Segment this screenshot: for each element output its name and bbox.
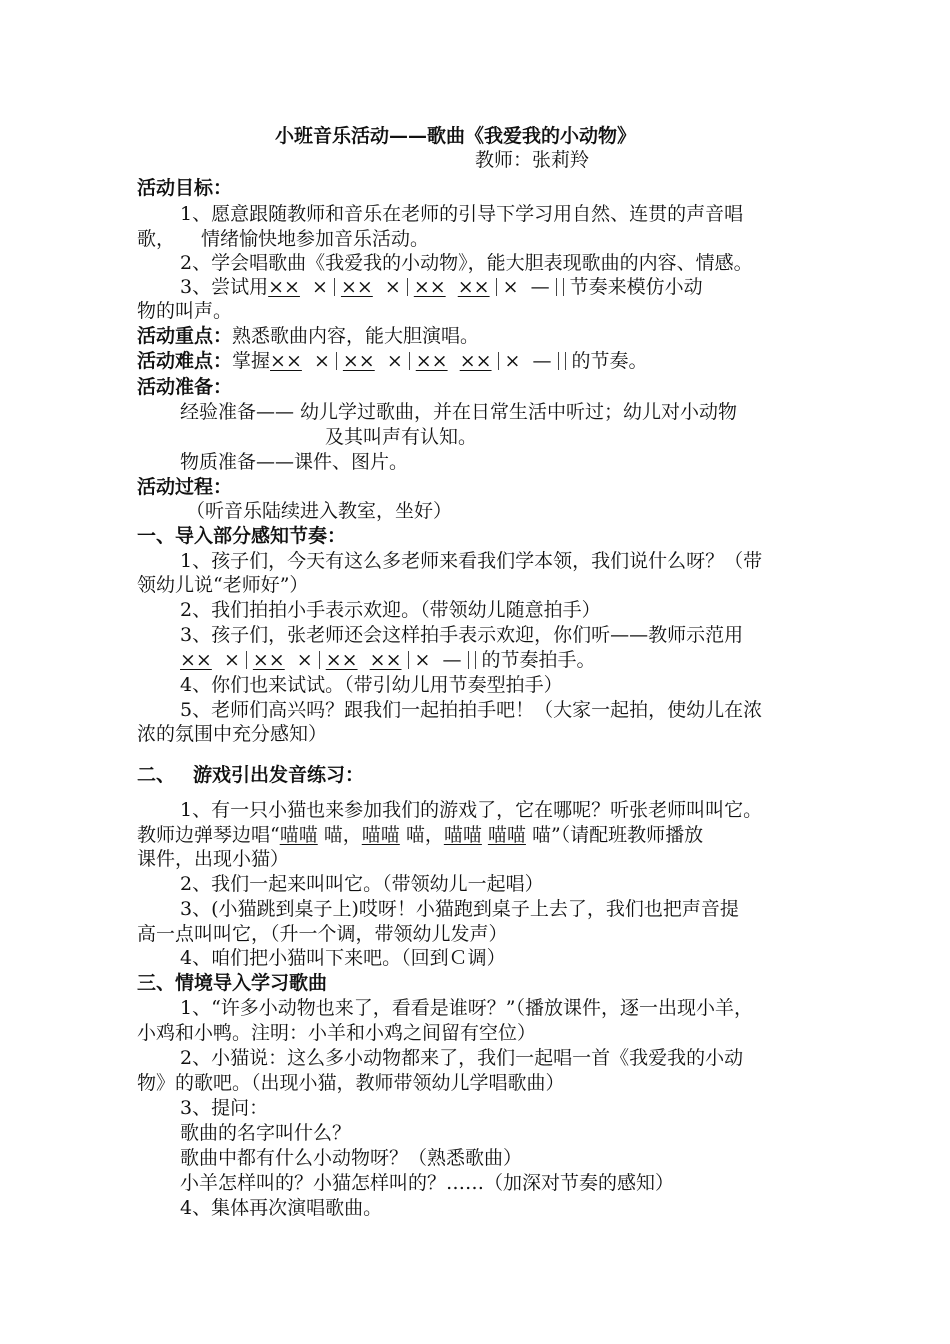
goal-3-prefix: 3、尝试用 — [180, 276, 269, 298]
rhythm-pair: ×× — [340, 276, 373, 298]
goal-1-line-1: 1、愿意跟随教师和音乐在老师的引导下学习用自然、连贯的声音唱 — [180, 203, 744, 225]
bar-line — [498, 352, 499, 370]
goals-heading: 活动目标： — [137, 177, 233, 199]
goal-2: 2、学会唱歌曲《我爱我的小动物》，能大胆表现歌曲的内容、情感。 — [180, 252, 753, 274]
prep-heading: 活动准备： — [137, 376, 233, 398]
part-3-step-1: 1、“许多小动物也来了，看看是谁呀？”（播放课件，逐一出现小羊， — [180, 997, 754, 1019]
part-3-step-3: 3、提问： — [180, 1097, 269, 1119]
part-2-step-1-end: 课件，出现小猫） — [137, 848, 290, 870]
part-1-step-3-suffix: 的节奏拍手。 — [481, 649, 596, 671]
rhythm-notation — [268, 275, 570, 299]
rhythm-pair: ×× — [459, 350, 492, 372]
doc-title: 小班音乐活动——歌曲《我爱我的小动物》 — [275, 125, 637, 147]
part-3-step-4: 4、集体再次演唱歌曲。 — [180, 1197, 383, 1219]
part-1-step-5-cont: 浓的氛围中充分感知） — [137, 723, 328, 745]
part-2-step-3-cont: 高一点叫叫它，（升一个调，带领幼儿发声） — [137, 923, 508, 945]
difficulty-post: 的节奏。 — [571, 350, 648, 372]
bar-line — [246, 651, 247, 669]
bar-line — [407, 278, 408, 296]
part-1-step-1: 1、孩子们，今天有这么多老师来看我们学本领，我们说什么呀？（带 — [180, 550, 763, 572]
meow-outro: 喵”（请配班教师播放 — [525, 824, 704, 846]
rhythm-pair: ×× — [457, 276, 490, 298]
rhythm-single: × — [296, 649, 313, 671]
part-2-step-1-cont — [137, 823, 703, 847]
rhythm-dash: — — [442, 649, 462, 671]
meow-single: 喵， — [399, 824, 444, 846]
bar-line — [558, 352, 559, 370]
part-1-step-2: 2、我们拍拍小手表示欢迎。（带领幼儿随意拍手） — [180, 599, 601, 621]
meow-pair: 喵喵 — [443, 824, 482, 846]
meow-pair: 喵喵 — [487, 824, 526, 846]
meow-pair: 喵喵 — [361, 824, 400, 846]
rhythm-single: × — [502, 276, 519, 298]
part-1-step-5: 5、老师们高兴吗？跟我们一起拍拍手吧！（大家一起拍，使幼儿在浓 — [180, 699, 763, 721]
difficulty-label: 活动难点： — [137, 350, 233, 372]
rhythm-single: × — [384, 276, 401, 298]
key-point — [137, 324, 479, 348]
rhythm-pair: ×× — [369, 649, 402, 671]
part-3-heading: 三、情境导入学习歌曲 — [137, 972, 328, 994]
bar-line — [468, 651, 469, 669]
part-1-heading: 一、导入部分感知节奏： — [137, 525, 347, 547]
part-2-step-1: 1、有一只小猫也来参加我们的游戏了，它在哪呢？听张老师叫叫它。 — [180, 799, 763, 821]
key-point-label: 活动重点： — [137, 325, 233, 347]
part-2-step-3: 3、(小猫跳到桌子上)哎呀！小猫跑到桌子上去了，我们也把声音提 — [180, 898, 739, 920]
goal-3-line-2: 物的叫声。 — [137, 300, 233, 322]
part-3-step-1-cont: 小鸡和小鸭。注明：小羊和小鸡之间留有空位） — [137, 1022, 537, 1044]
goal-1-line-2 — [137, 227, 429, 251]
rhythm-single: × — [414, 649, 431, 671]
bar-line — [496, 278, 497, 296]
teacher-name: 教师：张莉羚 — [475, 149, 590, 171]
rhythm-notation — [270, 349, 572, 373]
bar-line — [409, 352, 410, 370]
question-1: 歌曲的名字叫什么？ — [180, 1122, 352, 1144]
rhythm-single: × — [313, 350, 330, 372]
prep-experience: 经验准备—— 幼儿学过歌曲，并在日常生活中听过；幼儿对小动物 — [180, 401, 738, 423]
rhythm-pair: ×× — [180, 649, 212, 671]
question-3: 小羊怎样叫的？小猫怎样叫的？……（加深对节奏的感知） — [180, 1172, 675, 1194]
goal-1-rest: 情绪愉快地参加音乐活动。 — [201, 228, 430, 250]
bar-line — [408, 651, 409, 669]
part-3-step-2: 2、小猫说：这么多小动物都来了，我们一起唱一首《我爱我的小动 — [180, 1047, 744, 1069]
part-1-step-3: 3、孩子们，张老师还会这样拍手表示欢迎，你们听——教师示范用 — [180, 624, 744, 646]
part-3-step-2-cont: 物》的歌吧。（出现小猫，教师带领幼儿学唱歌曲） — [137, 1072, 565, 1094]
prep-materials: 物质准备——课件、图片。 — [180, 451, 409, 473]
goal-3-suffix: 节奏来模仿小动 — [569, 276, 703, 298]
rhythm-pair: ×× — [268, 276, 300, 298]
part-2-title: 游戏引出发音练习： — [193, 764, 365, 786]
goal-3-line-1 — [180, 275, 703, 299]
process-intro: （听音乐陆续进入教室，坐好） — [186, 500, 453, 522]
part-1-step-3-cont — [180, 648, 596, 672]
meow-single: 喵， — [317, 824, 362, 846]
bar-line — [319, 651, 320, 669]
rhythm-pair: ×× — [413, 276, 446, 298]
part-2-heading — [137, 763, 364, 787]
meow-pair: 喵喵 — [279, 824, 318, 846]
part-1-step-1-cont: 领幼儿说“老师好”） — [137, 574, 309, 596]
rhythm-pair: ×× — [415, 350, 448, 372]
part-2-number: 二、 — [137, 764, 176, 786]
part-2-step-4: 4、咱们把小猫叫下来吧。（回到Ｃ调） — [180, 947, 506, 969]
rhythm-single: × — [504, 350, 521, 372]
final-bar-line — [563, 278, 564, 296]
rhythm-single: × — [386, 350, 403, 372]
rhythm-notation — [180, 648, 482, 672]
rhythm-single: × — [223, 649, 240, 671]
final-bar-line — [565, 352, 566, 370]
rhythm-pair: ×× — [270, 350, 302, 372]
rhythm-single: × — [312, 276, 328, 298]
bar-line — [556, 278, 557, 296]
part-2-step-2: 2、我们一起来叫叫它。（带领幼儿一起唱） — [180, 873, 544, 895]
rhythm-pair: ×× — [252, 649, 285, 671]
prep-experience-cont: 及其叫声有认知。 — [325, 426, 478, 448]
difficulty — [137, 349, 648, 373]
rhythm-dash: — — [532, 350, 552, 372]
goal-1-prefix: 歌， — [137, 228, 176, 250]
meow-intro: 教师边弹琴边唱“ — [137, 824, 280, 846]
process-heading: 活动过程： — [137, 476, 233, 498]
question-2: 歌曲中都有什么小动物呀？（熟悉歌曲） — [180, 1147, 523, 1169]
rhythm-pair: ×× — [342, 350, 375, 372]
rhythm-dash: — — [530, 276, 550, 298]
part-1-step-4: 4、你们也来试试。（带引幼儿用节奏型拍手） — [180, 674, 563, 696]
bar-line — [334, 278, 335, 296]
difficulty-pre: 掌握 — [232, 350, 271, 372]
rhythm-pair: ×× — [325, 649, 358, 671]
final-bar-line — [475, 651, 476, 669]
key-point-text: 熟悉歌曲内容，能大胆演唱。 — [232, 325, 480, 347]
bar-line — [336, 352, 337, 370]
